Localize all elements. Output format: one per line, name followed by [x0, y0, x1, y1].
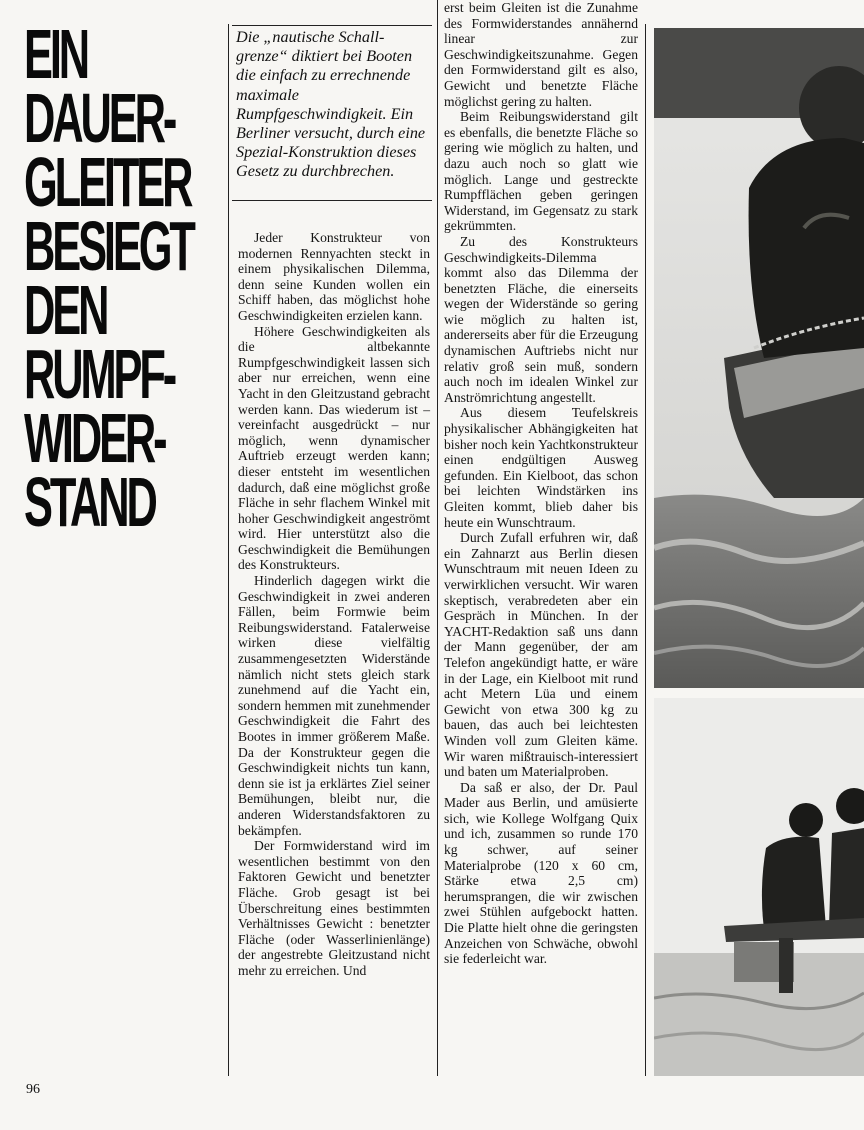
article-paragraph: Jeder Konstrukteur von modernen Rennyachten steckt in einem physikalischen Dilemma, denn seine Kunden wollen ein Schiff haben, das möglichst hohe Geschwindigkeiten erzielen kann. [238, 230, 430, 323]
article-paragraph: erst beim Gleiten ist die Zunahme des Formwiderstandes annähernd linear zur Geschwindigkeitszunahme. Gegen den Formwiderstand gilt es also, Gewicht und benetzte Fläche möglichst gering zu halten. [444, 0, 638, 109]
article-paragraph: Aus diesem Teufelskreis physikalischer Abhängigkeiten hat bisher noch kein Yachtkonstrukteur einen endgültigen Ausweg gefunden. Ein Kielboot, das schon bei leichten Windstärken ins Gleiten kommt, blieb daher bis heute ein Wunschtraum. [444, 405, 638, 530]
article-paragraph: Beim Reibungswiderstand gilt es ebenfalls, die benetzte Fläche so gering wie möglich zu halten, und dazu auch noch so glatt wie möglich. Lange und gestreckte Rumpfflächen geben geringen Widerstand, im Gegensatz zu stark gekrümmten. [444, 109, 638, 234]
article-paragraph: Da saß er also, der Dr. Paul Mader aus Berlin, und amüsierte sich, wie Kollege Wolfgang Quix und ich, zusammen so runde 170 kg schwer, auf seiner Materialprobe (120 x 60 cm, Stärke etwa 2,5 cm) herumsprangen, die wir zwischen zwei Stühlen aufgebockt hatten. Die Platte hielt ohne die geringsten Anzeichen von Schwäche, obwohl sie federleicht war. [444, 779, 638, 967]
article-paragraph: Hinderlich dagegen wirkt die Geschwindigkeit in zwei anderen Fällen, beim Formwie beim Reibungswiderstand. Fatalerweise wirken diese vielfältig zusammengesetzten Widerstände nämlich nicht stets gleich stark zunehmend auf die Yacht ein, sondern hemmen mit zunehmender Geschwindigkeit die Fahrt des Bootes in immer größerem Maße. Da der Konstrukteur gegen die Geschwindigkeit nichts tun kann, denn sie ist ja erklärtes Ziel seiner Bemühungen, bleibt nur, die anderen Widerstandsfaktoren zu bekämpfen. [238, 573, 430, 838]
article-column-2 [444, 0, 638, 967]
headline-line: RUMPF- [24, 335, 175, 413]
headline-line: GLEITER [24, 143, 191, 221]
column-rule [228, 24, 229, 1076]
article-paragraph: Durch Zufall erfuhren wir, daß ein Zahnarzt aus Berlin diesen Wunschtraum mit neuen Ideen zu verwirklichen versucht. Wir waren skeptisch, verabredeten aber ein Gespräch in München. In der YACHT-Redaktion saß uns dann der Mann gegenüber, der am Telefon angekündigt hatte, er wäre in der Lage, ein Kielboot mit rund acht Metern Lüa und einem Gewicht von etwa 300 kg zu bauen, das auch bei leichtesten Winden voll zum Gleiten käme. Wir waren mißtrauisch-interessiert und baten um Materialproben. [444, 530, 638, 780]
article-paragraph: Zu des Konstrukteurs Geschwindigkeits-Dilemma kommt also das Dilemma der benetzten Fläche, die einerseits wegen der Widerstände so gering wie möglich zu halten ist, andererseits aber für die Erzeugung dynamischen Auftriebs nicht nur relativ groß sein muß, sondern auch noch im idealen Winkel zur Anströmrichtung angestellt. [444, 233, 638, 405]
photo-sailing-boat [654, 28, 864, 688]
headline-line: EIN [24, 15, 88, 93]
photo-material-test-image [654, 698, 864, 1076]
headline-line: STAND [24, 463, 155, 541]
lead-bottom-rule [232, 200, 432, 201]
headline-line: DAUER- [24, 79, 175, 157]
page-number: 96 [26, 1082, 40, 1097]
article-paragraph: Höhere Geschwindigkeiten als die altbekannte Rumpfgeschwindigkeit lassen sich aber nur erreichen, wenn eine Yacht in den Gleitzustand gebracht werden kann. Das wiederum ist – vereinfacht ausgedrückt – nur möglich, wenn dynamischer Auftrieb erzeugt werden kann; dieser entsteht im wesentlichen dadurch, daß eine möglichst große Fläche in sehr flachem Winkel mit hoher Geschwindigkeit angeströmt wird. Hier unterstützt also die Geschwindigkeit die Bemühungen des Konstrukteurs. [238, 323, 430, 573]
column-rule [437, 0, 438, 1076]
article-column-1 [238, 230, 430, 979]
photo-material-test [654, 698, 864, 1076]
headline-line: WIDER- [24, 399, 165, 477]
lead-top-rule [232, 25, 432, 26]
column-rule [645, 24, 646, 1076]
lead-paragraph: Die „nautische Schall-grenze“ diktiert bei Booten die einfach zu errechnende maximale Rumpfgeschwindigkeit. Ein Berliner versucht, durch eine Spezial-Konstruktion dieses Gesetz zu durchbrechen. [236, 28, 426, 181]
headline-line: DEN [24, 271, 107, 349]
headline-line: BESIEGT [24, 207, 193, 285]
headline [24, 15, 193, 541]
article-paragraph: Der Formwiderstand wird im wesentlichen bestimmt von den Faktoren Gewicht und benetzter Fläche. Grob gesagt ist bei Überschreitung eines bestimmten Verhältnisses Gewicht : benetzter Fläche (oder Wasserlinienlänge) der angestrebte Gleitzustand nicht mehr zu erreichen. Und [238, 838, 430, 978]
photo-sailing-boat-image [654, 28, 864, 688]
